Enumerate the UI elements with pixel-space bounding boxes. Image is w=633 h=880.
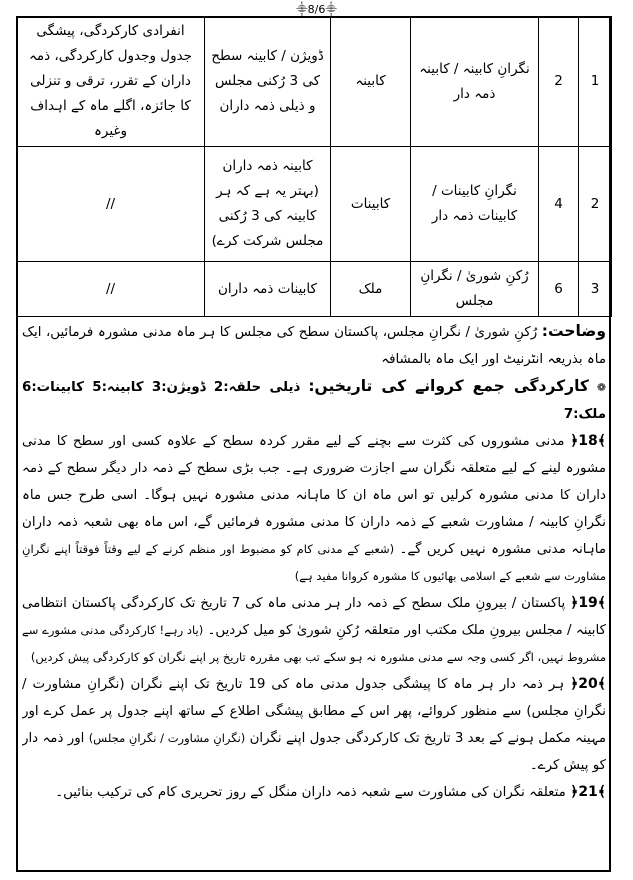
row-count: 4 — [539, 147, 579, 262]
row-participants: کابینہ ذمہ داران (بہتر یہ ہے کہ ہر کابینہ کی 3 رُکنی مجلس شرکت کرے) — [205, 147, 331, 262]
row-participants: کابینات ذمہ داران — [205, 262, 331, 317]
paragraph-19-text: پاکستان / بیرونِ ملک سطح کے ذمہ دار ہر مدنی ماہ کی 7 تاریخ تک کارکردگی پاکستان انتظامی کابینہ / مجلس بیرونِ ملک مکتب اور متعلقہ رُکنِ شوریٰ کو میل کردیں۔ — [22, 596, 606, 638]
paragraph-18-note: (شعبے کے مدنی کام کو مضبوط اور منظم کرنے کے لیے وقتاً فوقتاً اپنے نگرانِ مشاورت سے شعبے کے اسلامی بھائیوں کا مشورہ کروانا مفید ہے) — [22, 542, 606, 583]
submission-dates — [22, 373, 606, 428]
row-role: رُکنِ شوریٰ / نگرانِ مجلس — [411, 262, 539, 317]
paragraph-20-text: ہر ذمہ دار ہر ماہ کا پیشگی جدول مدنی ماہ کی 19 تاریخ تک اپنے نگران (نگرانِ مشاورت / نگرانِ مجلس) سے منظور کروائے، پھر اس کے مطابق پیشگی اطلاع کے ساتھ اپنے جدول پر عمل کرے اور مہینہ مکمل ہونے کے بعد 3 تاریخ تک کارکردگی جدول اپنے نگران — [22, 677, 606, 746]
paragraph-21 — [22, 779, 606, 806]
row-level: ملک — [331, 262, 411, 317]
clarification-label: وضاحت: — [541, 322, 606, 340]
table-row — [17, 17, 612, 147]
table-row — [17, 147, 612, 262]
flower-icon: ❁ — [596, 381, 606, 394]
page-number: ⸎8/6⸎ — [296, 3, 337, 16]
row-count: 2 — [539, 17, 579, 147]
row-role: نگرانِ کابینات / کابینات ذمہ دار — [411, 147, 539, 262]
row-agenda: // — [17, 147, 205, 262]
row-role: نگرانِ کابینہ / کابینہ ذمہ دار — [411, 17, 539, 147]
paragraph-19 — [22, 590, 606, 671]
row-agenda: انفرادی کارکردگی، پیشگی جدول وجدول کارکردگی، ذمہ داران کے تقرر، ترقی و تنزلی کا جائزہ، اگلے ماہ کے اہداف وغیرہ — [17, 17, 205, 147]
paragraph-number-badge: ﴾19﴿ — [570, 595, 606, 611]
row-level: کابینات — [331, 147, 411, 262]
row-agenda: // — [17, 262, 205, 317]
submission-dates-heading: کارکردگی جمع کروانے کی تاریخیں: — [308, 377, 589, 395]
paragraph-number-badge: ﴾18﴿ — [570, 433, 606, 449]
paragraph-20 — [22, 671, 606, 779]
paragraph-18 — [22, 428, 606, 590]
table-row — [17, 262, 612, 317]
clarification-paragraph — [22, 318, 606, 373]
paragraph-number-badge: ﴾21﴿ — [570, 784, 606, 800]
row-participants: ڈویژن / کابینہ سطح کی 3 رُکنی مجلس و ذیلی ذمہ داران — [205, 17, 331, 147]
body-text — [22, 318, 606, 868]
paragraph-18-text: مدنی مشوروں کی کثرت سے بچنے کے لیے مقرر کردہ سطح کے علاوہ کسی اور سطح کا مدنی مشورہ لینے کے لیے متعلقہ نگران سے اجازت ضروری ہے۔ جب بڑی سطح کے ذمہ دار دیگر سطح کے ذمہ داران کا مدنی مشورہ کرلیں تو اس ماہ ان کا ماہانہ مدنی مشورہ نہیں ہوگا۔ اسی طرح جس ماہ نگرانِ کابینہ / مشاورت شعبے کے ذمہ داران کا مدنی مشورہ فرمائیں گے، اس ماہ بھی شعبہ ذمہ داران ماہانہ مدنی مشورہ نہیں کریں گے۔ — [22, 434, 606, 557]
row-level: کابینہ — [331, 17, 411, 147]
paragraph-20-note: (نگرانِ مشاورت / نگرانِ مجلس) — [88, 731, 246, 745]
paragraph-19-note: (یاد رہے! کارکردگی مدنی مشورے سے مشروط نہیں، اگر کسی وجہ سے مدنی مشورہ نہ ہو سکے تب بھی مقررہ تاریخ پر اپنے نگران کو کارکردگی پیش کردیں) — [22, 623, 606, 664]
row-serial: 1 — [579, 17, 612, 147]
submission-dates-text: ذیلی حلقہ:2 ڈویژن:3 کابینہ:5 کابینات:6 ملک:7 — [22, 380, 606, 422]
clarification-text: رُکنِ شوریٰ / نگرانِ مجلس، پاکستان سطح کی مجلس کا ہر ماہ مدنی مشورہ فرمائیں، ایک ماہ بذریعہ انٹرنیٹ اور ایک ماہ بالمشافہ — [22, 325, 606, 367]
paragraph-21-text: متعلقہ نگران کی مشاورت سے شعبہ ذمہ داران منگل کے روز تحریری کام کی ترکیب بنائیں۔ — [55, 785, 566, 800]
row-serial: 3 — [579, 262, 612, 317]
paragraph-number-badge: ﴾20﴿ — [570, 676, 606, 692]
row-count: 6 — [539, 262, 579, 317]
row-serial: 2 — [579, 147, 612, 262]
schedule-table — [16, 16, 612, 317]
paragraph-20-tail: اور ذمہ دار کو پیش کرے۔ — [22, 731, 606, 773]
